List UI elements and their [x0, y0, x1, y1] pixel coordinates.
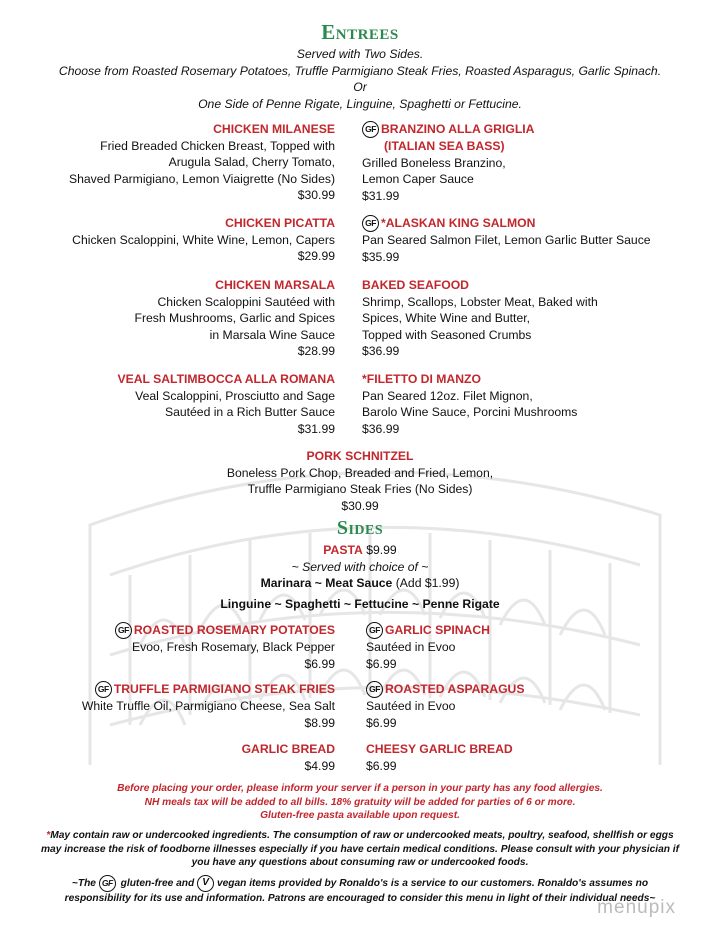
pasta-line — [0, 542, 720, 559]
gluten-free-icon: GF — [115, 622, 132, 639]
item-name — [366, 622, 490, 639]
intro-line: Choose from Roasted Rosemary Potatoes, Truffle Parmigiano Steak Fries, Roasted Asparagus, Garlic Spinach. — [58, 63, 662, 78]
served-with-choice: ~ Served with choice of ~ — [291, 559, 429, 574]
entree-baked-seafood — [362, 277, 598, 360]
item-name-text: *ALASKAN KING SALMON — [381, 216, 536, 230]
item-name — [366, 681, 525, 698]
item-name: CHICKEN MARSALA — [215, 278, 335, 292]
item-name-text: BRANZINO ALLA GRIGLIA — [381, 122, 535, 136]
item-name — [362, 121, 534, 138]
item-price: $6.99 — [304, 656, 335, 671]
gluten-free-vegan-note — [40, 875, 680, 906]
entree-chicken-milanese — [69, 121, 335, 204]
side-truffle-fries — [82, 681, 335, 731]
sauce-add-price: (Add $1.99) — [395, 576, 460, 590]
item-desc: Truffle Parmigiano Steak Fries (No Sides) — [247, 482, 473, 496]
entrees-intro — [0, 46, 720, 112]
note-mid1: gluten-free and — [120, 878, 195, 890]
item-name: BAKED SEAFOOD — [362, 278, 469, 292]
intro-line: Or — [353, 80, 367, 94]
item-price: $8.99 — [304, 715, 335, 730]
gluten-free-icon: GF — [99, 875, 116, 892]
item-desc: Lemon Caper Sauce — [362, 172, 474, 187]
side-garlic-bread — [242, 741, 335, 774]
raw-food-disclaimer — [40, 829, 680, 870]
item-desc: Fresh Mushrooms, Garlic and Spices — [134, 311, 335, 325]
sides-title: Sides — [336, 517, 384, 539]
side-cheesy-garlic-bread — [366, 741, 513, 774]
entree-pork-schnitzel — [0, 448, 720, 514]
item-name — [362, 215, 651, 232]
item-price: $36.99 — [362, 421, 400, 436]
menupix-watermark: menupix — [597, 897, 676, 918]
item-desc: Spices, White Wine and Butter, — [362, 311, 530, 325]
pasta-types: Linguine ~ Spaghetti ~ Fettucine ~ Penne Rigate — [220, 597, 500, 611]
gluten-free-icon: GF — [366, 681, 383, 698]
item-desc: Grilled Boneless Branzino, — [362, 155, 506, 170]
item-price: $36.99 — [362, 344, 400, 358]
entree-chicken-marsala — [135, 277, 336, 360]
item-name: *FILETTO DI MANZO — [362, 372, 481, 386]
item-desc: Barolo Wine Sauce, Porcini Mushrooms — [362, 405, 578, 419]
item-name — [82, 681, 335, 698]
item-price: $30.99 — [341, 498, 379, 513]
vegan-icon: V — [197, 875, 214, 892]
item-name-text: TRUFFLE PARMIGIANO STEAK FRIES — [113, 682, 335, 696]
item-name: PORK SCHNITZEL — [306, 449, 414, 463]
item-name: VEAL SALTIMBOCCA ALLA ROMANA — [117, 372, 335, 386]
entree-alaskan-king-salmon — [362, 215, 651, 265]
disclaimer-text: May contain raw or undercooked ingredients. The consumption of raw or undercooked meats, poultry, seafood, shellfish or eggs may increase the risk of foodborne illnesses especially if you have certain medical conditions. Please consult with your physician if you have any questions about consuming raw or undercooked foods. — [40, 830, 680, 869]
gluten-free-icon: GF — [366, 622, 383, 639]
intro-line: One Side of Penne Rigate, Linguine, Spaghetti or Fettucine. — [198, 96, 522, 111]
item-name: CHICKEN MILANESE — [213, 122, 335, 136]
item-name: CHICKEN PICATTA — [225, 216, 335, 230]
item-price: $6.99 — [366, 715, 397, 730]
item-price: $30.99 — [297, 188, 335, 202]
note-mid2: vegan items provided by Ronaldo's is a service to our customers. Ronaldo's assumes no responsibility for its use and information. Patrons are encouraged to consider this menu in light of their individual needs~ — [64, 878, 656, 904]
notice-line: Gluten-free pasta available upon request. — [260, 810, 460, 821]
entree-branzino — [362, 121, 534, 204]
item-desc: Pan Seared 12oz. Filet Mignon, — [362, 388, 533, 403]
sauce-line — [0, 575, 720, 592]
notice-line: Before placing your order, please inform your server if a person in your party has any food allergies. — [117, 783, 603, 794]
pasta-price: $9.99 — [366, 543, 397, 557]
side-roasted-asparagus — [366, 681, 525, 731]
item-price: $35.99 — [362, 249, 400, 264]
note-prefix: ~The — [71, 878, 96, 890]
item-price: $6.99 — [366, 758, 397, 773]
item-desc: Topped with Seasoned Crumbs — [362, 327, 532, 342]
item-desc: Veal Scaloppini, Prosciutto and Sage — [135, 388, 335, 403]
item-desc: Evoo, Fresh Rosemary, Black Pepper — [132, 640, 335, 655]
item-name: GARLIC BREAD — [241, 742, 335, 756]
item-name-text: ROASTED ASPARAGUS — [385, 682, 525, 696]
item-desc: Pan Seared Salmon Filet, Lemon Garlic Butter Sauce — [362, 233, 651, 248]
item-desc: Chicken Scaloppini Sautéed with — [157, 294, 335, 309]
item-name-sub: (ITALIAN SEA BASS) — [384, 139, 505, 154]
item-desc: Sautéed in Evoo — [366, 699, 456, 714]
entree-chicken-picatta — [72, 215, 335, 265]
item-desc: Sautéed in a Rich Butter Sauce — [164, 405, 335, 419]
item-price: $28.99 — [297, 344, 335, 358]
entrees-title: Entrees — [321, 20, 399, 44]
item-desc: Boneless Pork Chop, Breaded and Fried, Lemon, — [226, 465, 494, 480]
item-desc: Fried Breaded Chicken Breast, Topped with — [100, 138, 335, 153]
gluten-free-icon: GF — [95, 681, 112, 698]
item-desc: Arugula Salad, Cherry Tomato, — [168, 155, 335, 169]
item-desc: Sautéed in Evoo — [366, 640, 456, 655]
item-price: $29.99 — [297, 249, 335, 263]
item-name-text: ROASTED ROSEMARY POTATOES — [133, 623, 335, 637]
gluten-free-icon: GF — [362, 121, 379, 138]
item-desc: Shrimp, Scallops, Lobster Meat, Baked with — [362, 294, 598, 309]
entree-veal-saltimbocca — [117, 371, 335, 437]
item-price: $6.99 — [366, 656, 397, 671]
item-price: $31.99 — [297, 421, 335, 436]
entree-filetto-di-manzo — [362, 371, 577, 437]
item-desc: in Marsala Wine Sauce — [209, 327, 335, 342]
pasta-side — [0, 542, 720, 592]
item-desc: White Truffle Oil, Parmigiano Cheese, Sea Salt — [81, 699, 335, 714]
side-garlic-spinach — [366, 622, 490, 672]
item-price: $4.99 — [304, 758, 335, 773]
asterisk: * — [46, 830, 51, 841]
notice-line: NH meals tax will be added to all bills. 18% gratuity will be added for parties of 6 or more. — [144, 796, 576, 808]
item-name — [115, 622, 335, 639]
allergy-notices — [0, 782, 720, 823]
gluten-free-icon: GF — [362, 215, 379, 232]
item-name-text: GARLIC SPINACH — [385, 623, 490, 637]
intro-line: Served with Two Sides. — [296, 47, 424, 61]
pasta-label: PASTA — [323, 543, 363, 557]
item-price: $31.99 — [362, 188, 400, 203]
item-desc: Shaved Parmigiano, Lemon Viaigrette (No Sides) — [68, 171, 335, 186]
side-roasted-potatoes — [115, 622, 335, 672]
item-name: CHEESY GARLIC BREAD — [366, 742, 513, 756]
item-desc: Chicken Scaloppini, White Wine, Lemon, Capers — [72, 232, 335, 247]
sauce-options: Marinara ~ Meat Sauce — [260, 576, 393, 590]
